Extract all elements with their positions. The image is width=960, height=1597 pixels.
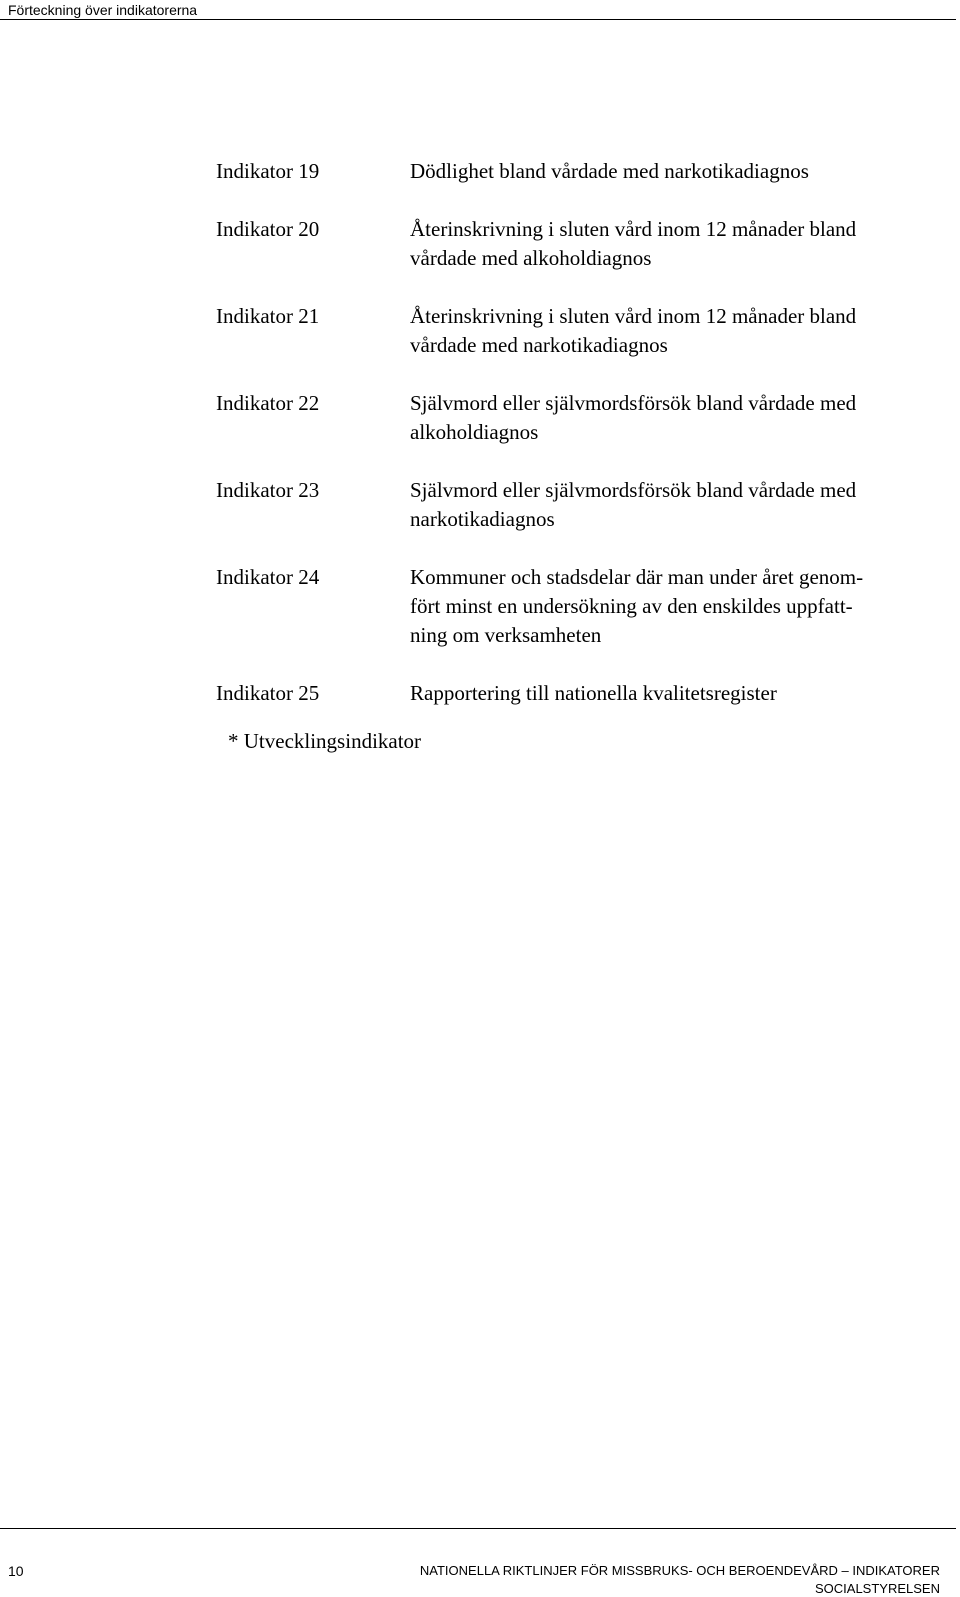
indicator-row xyxy=(216,563,936,650)
footnote: * Utvecklingsindikator xyxy=(228,729,422,753)
footer-publication-title: NATIONELLA RIKTLINJER FÖR MISSBRUKS- OCH BEROENDEVÅRD – INDIKATORER xyxy=(419,1563,940,1578)
indicator-description xyxy=(410,389,932,447)
page-number: 10 xyxy=(8,1563,24,1579)
indicator-label: Indikator 23 xyxy=(216,478,320,502)
description-line: vårdade med alkoholdiagnos xyxy=(410,246,652,270)
indicator-description xyxy=(410,476,932,534)
indicator-row xyxy=(216,679,936,708)
description-line: narkotikadiagnos xyxy=(410,507,555,531)
description-line: Rapportering till nationella kvalitetsregister xyxy=(410,681,777,705)
indicator-label: Indikator 24 xyxy=(216,565,320,589)
description-line: Dödlighet bland vårdade med narkotikadiagnos xyxy=(410,159,809,183)
indicator-row xyxy=(216,302,936,360)
indicator-label: Indikator 25 xyxy=(216,681,320,705)
description-line: Återinskrivning i sluten vård inom 12 månader bland xyxy=(410,217,857,241)
description-line: ning om verksamheten xyxy=(410,623,602,647)
description-line: alkoholdiagnos xyxy=(410,420,539,444)
description-line: Självmord eller självmordsförsök bland vårdade med xyxy=(410,478,857,502)
description-line: Kommuner och stadsdelar där man under året genom- xyxy=(410,565,864,589)
indicator-description xyxy=(410,563,932,650)
header-divider xyxy=(0,19,956,20)
footer-organization: SOCIALSTYRELSEN xyxy=(815,1581,940,1596)
indicator-description xyxy=(410,302,932,360)
indicator-label: Indikator 20 xyxy=(216,217,320,241)
indicator-description xyxy=(410,157,932,186)
indicator-row xyxy=(216,389,936,447)
indicator-row xyxy=(216,157,936,186)
description-line: Självmord eller självmordsförsök bland vårdade med xyxy=(410,391,857,415)
indicator-row xyxy=(216,476,936,534)
indicator-label: Indikator 19 xyxy=(216,159,320,183)
indicator-row xyxy=(216,215,936,273)
indicator-description xyxy=(410,215,932,273)
indicator-label: Indikator 22 xyxy=(216,391,320,415)
description-line: fört minst en undersökning av den enskildes uppfatt- xyxy=(410,594,853,618)
footer-divider xyxy=(0,1528,956,1529)
indicator-description xyxy=(410,679,932,708)
description-line: Återinskrivning i sluten vård inom 12 månader bland xyxy=(410,304,857,328)
description-line: vårdade med narkotikadiagnos xyxy=(410,333,668,357)
running-header-title: Förteckning över indikatorerna xyxy=(8,2,198,18)
indicator-label: Indikator 21 xyxy=(216,304,320,328)
indicator-list xyxy=(216,157,936,737)
